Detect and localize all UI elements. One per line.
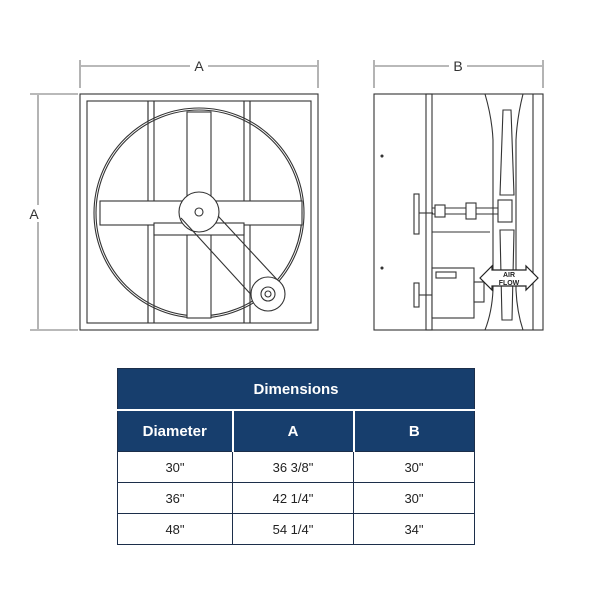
air-flow-label-line2: FLOW	[498, 280, 520, 287]
table-row	[118, 483, 475, 514]
cell-b: 30"	[354, 452, 475, 483]
cell-a: 54 1/4"	[233, 514, 354, 545]
cell-b: 34"	[354, 514, 475, 545]
cell-a: 36 3/8"	[233, 452, 354, 483]
air-flow-label-line1: AIR	[502, 272, 516, 279]
front-width-dimension	[80, 58, 318, 88]
front-height-dimension	[29, 94, 78, 330]
table-title: Dimensions	[118, 369, 475, 411]
cell-diameter: 30"	[118, 452, 233, 483]
air-flow-arrow	[480, 266, 538, 290]
cell-diameter: 48"	[118, 514, 233, 545]
column-header-diameter: Diameter	[118, 410, 233, 452]
side-width-label: B	[453, 58, 463, 74]
side-width-dimension	[374, 58, 543, 88]
cell-diameter: 36"	[118, 483, 233, 514]
column-header-a: A	[233, 410, 354, 452]
front-width-label: A	[194, 58, 204, 74]
fan-front-view	[80, 94, 318, 330]
column-header-b: B	[354, 410, 475, 452]
table-header-row	[118, 410, 475, 452]
table-row	[118, 452, 475, 483]
dimensions-table	[117, 368, 475, 545]
table-row	[118, 514, 475, 545]
cell-b: 30"	[354, 483, 475, 514]
cell-a: 42 1/4"	[233, 483, 354, 514]
table-title-row	[118, 369, 475, 411]
front-height-label: A	[29, 206, 39, 222]
fan-side-view	[374, 94, 543, 330]
